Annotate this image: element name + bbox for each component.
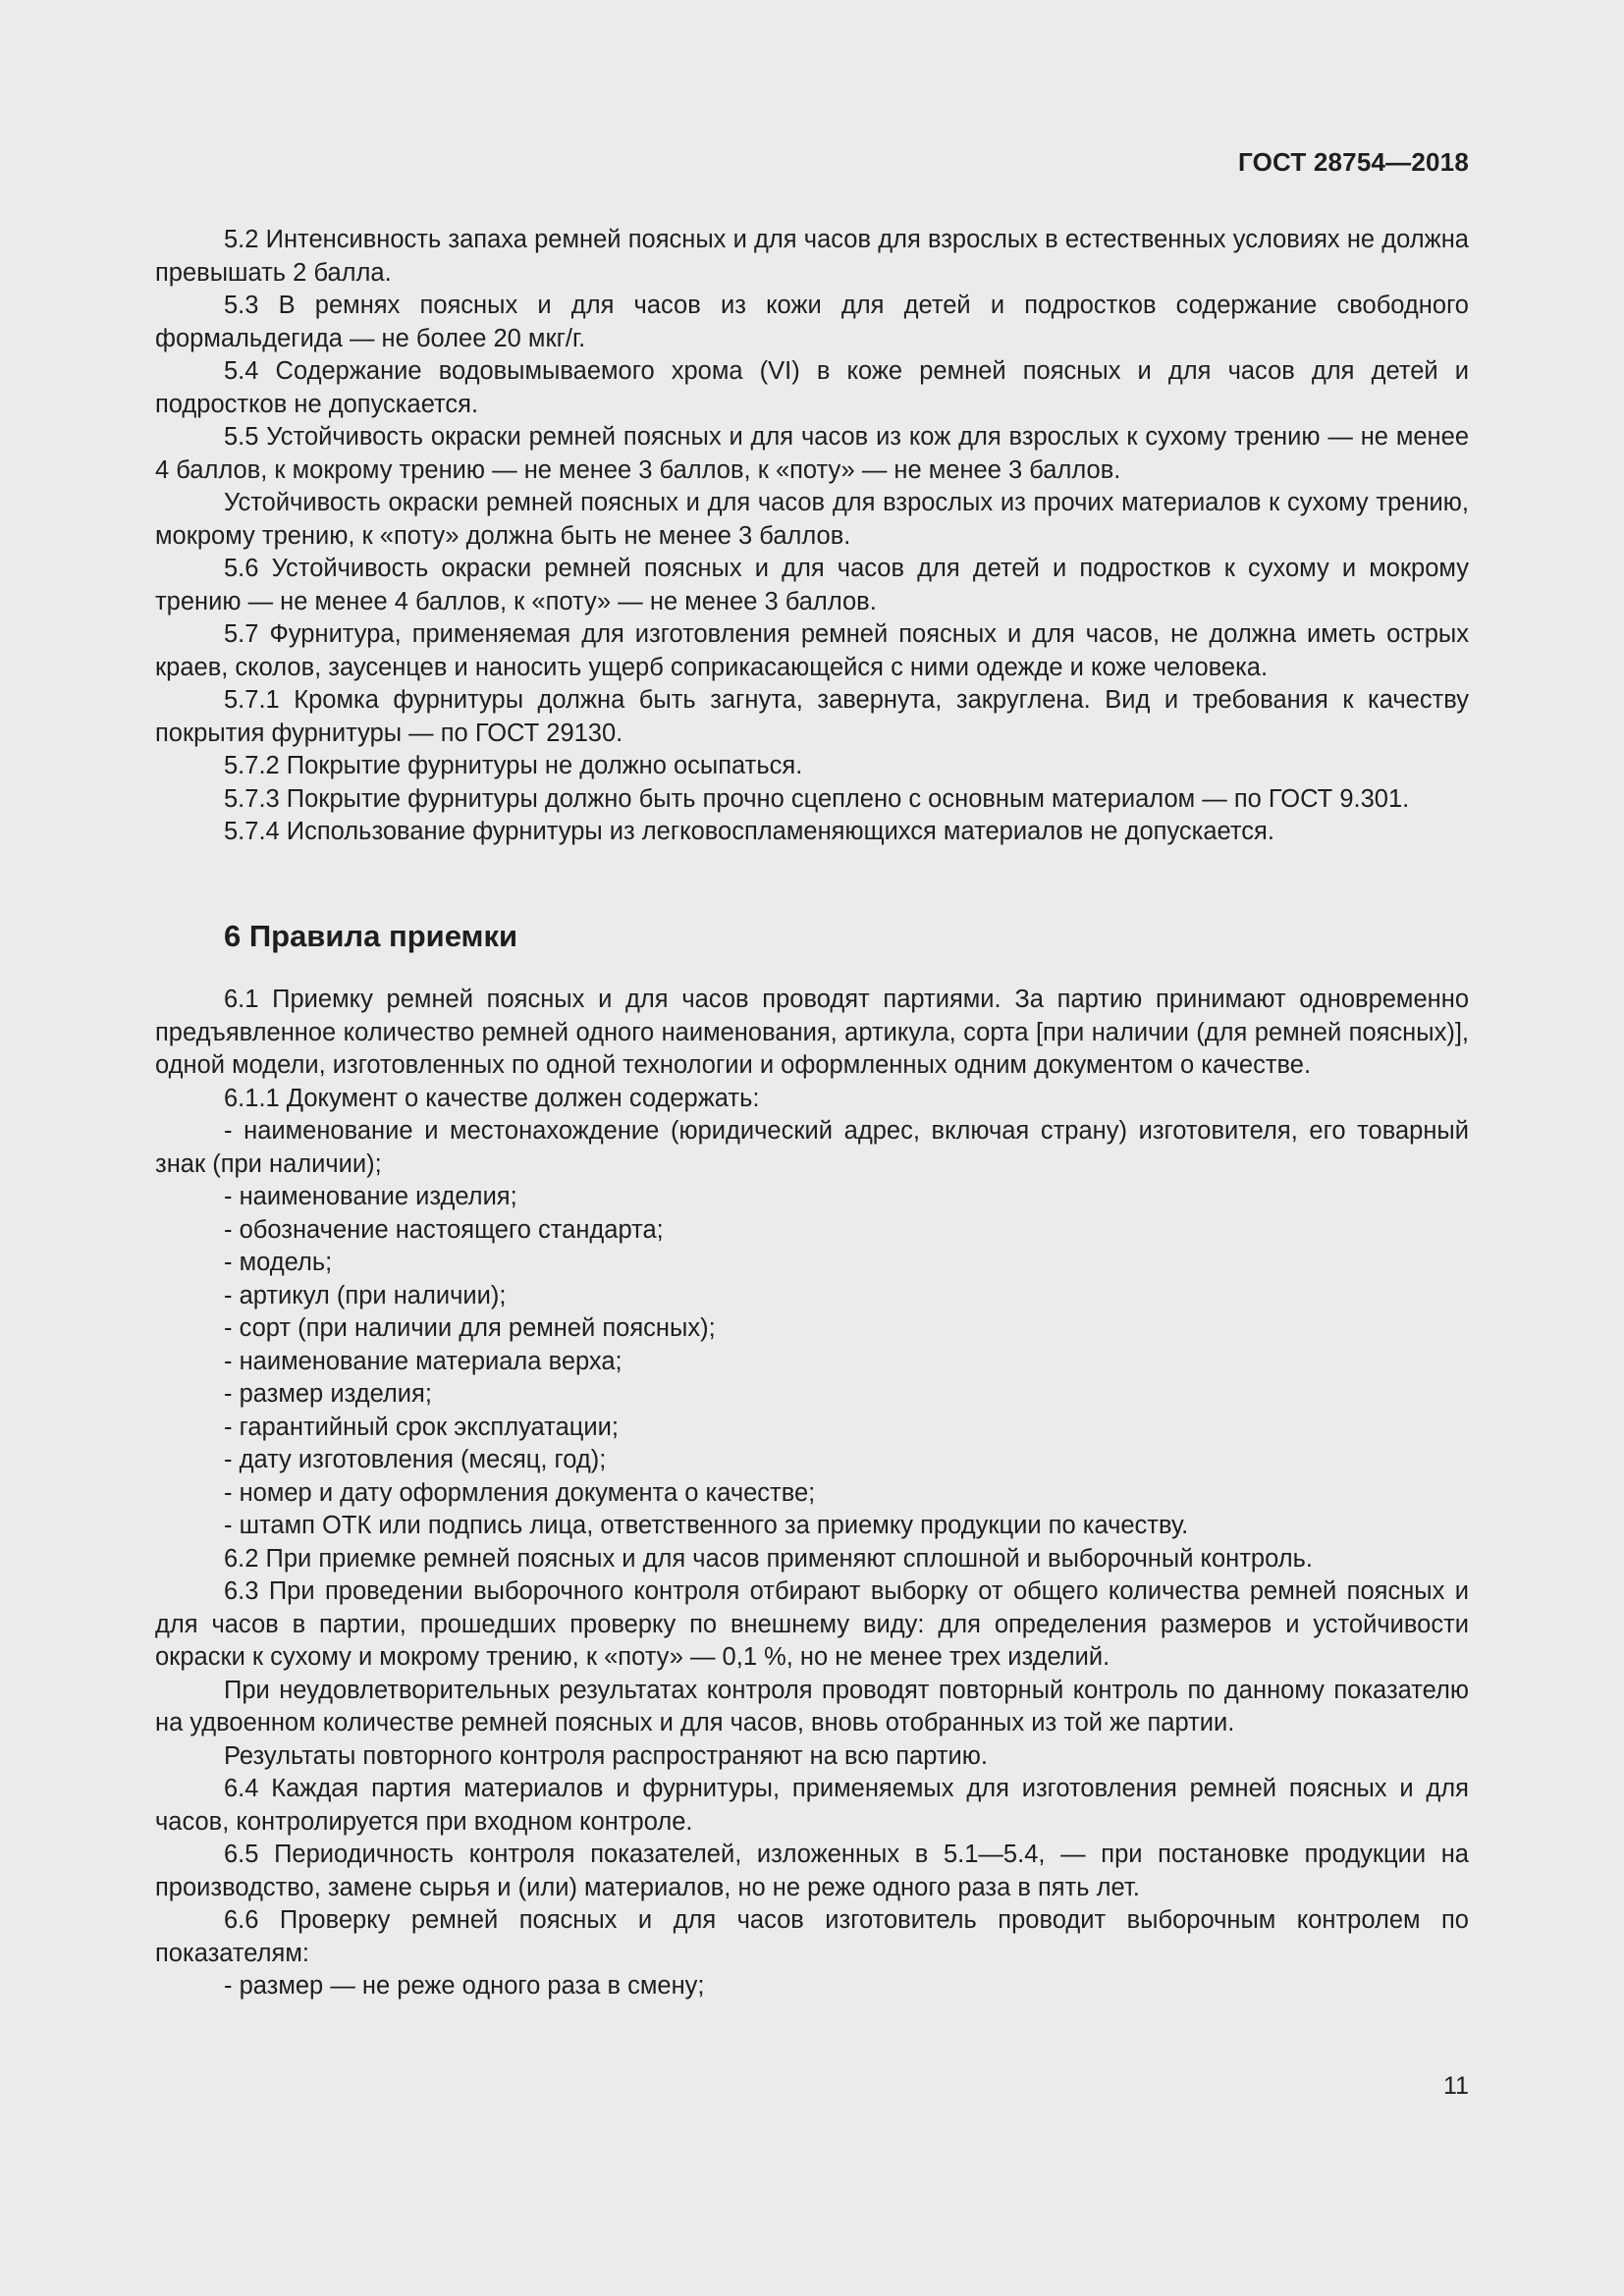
list-item: - артикул (при наличии); <box>224 1281 507 1309</box>
list-item: - штамп ОТК или подпись лица, ответственного за приемку продукции по качеству. <box>224 1512 1189 1539</box>
list-item: - гарантийный срок эксплуатации; <box>224 1413 619 1441</box>
page-number: 11 <box>1443 2072 1469 2100</box>
clause-5-7-3: 5.7.3 Покрытие фурнитуры должно быть прочно сцеплено с основным материалом — по ГОСТ 9.301. <box>224 784 1410 813</box>
list-item: - сорт (при наличии для ремней поясных); <box>224 1314 716 1342</box>
clause-5-7-4: 5.7.4 Использование фурнитуры из легковоспламеняющихся материалов не допускается. <box>224 818 1274 845</box>
clause-5-3: 5.3 В ремнях поясных и для часов из кожи для детей и подростков содержание свободного формальдегида — не более 20 мкг/г. <box>155 292 1469 352</box>
list-item: - номер и дату оформления документа о качестве; <box>224 1478 816 1507</box>
clause-6-2: 6.2 При приемке ремней поясных и для часов применяют сплошной и выборочный контроль. <box>224 1544 1313 1573</box>
clause-6-1-1: 6.1.1 Документ о качестве должен содержать: <box>224 1084 760 1112</box>
clause-6-5: 6.5 Периодичность контроля показателей, изложенных в 5.1—5.4, — при постановке продукции на производство, замене сырья и (или) материалов, но не реже одного раза в пять лет. <box>155 1841 1469 1901</box>
list-item: - наименование материала верха; <box>224 1347 623 1375</box>
clause-5-4: 5.4 Содержание водовымываемого хрома (VI) в коже ремней поясных и для часов для детей и подростков не допускается. <box>155 357 1469 418</box>
clause-5-7-2: 5.7.2 Покрытие фурнитуры не должно осыпаться. <box>224 752 803 779</box>
section-5-text <box>155 224 1469 849</box>
list-item: - модель; <box>224 1249 333 1276</box>
clause-5-2: 5.2 Интенсивность запаха ремней поясных и для часов для взрослых в естественных условиях не должна превышать 2 балла. <box>155 226 1469 287</box>
clause-5-7-1: 5.7.1 Кромка фурнитуры должна быть загнута, завернута, закруглена. Вид и требования к качеству покрытия фурнитуры — по ГОСТ 29130. <box>155 686 1469 747</box>
clause-5-5: 5.5 Устойчивость окраски ремней поясных и для часов из кож для взрослых к сухому трению — не менее 4 баллов, к мокрому трению — не менее 3 баллов, к «поту» — не менее 3 баллов. <box>155 423 1469 484</box>
clause-6-1: 6.1 Приемку ремней поясных и для часов проводят партиями. За партию принимают одновременно предъявленное количество ремней одного наименования, артикула, сорта [при наличии (для ремней поясных)], одной модели, изготовленных по одной технологии и оформленных одним документом о качестве. <box>155 986 1469 1079</box>
list-item: - обозначение настоящего стандарта; <box>224 1215 664 1244</box>
list-item: - наименование изделия; <box>224 1183 517 1210</box>
section-6-text <box>155 984 1469 2003</box>
list-item: - дату изготовления (месяц, год); <box>224 1446 607 1473</box>
clause-6-6: 6.6 Проверку ремней поясных и для часов изготовитель проводит выборочным контролем по показателям: <box>155 1906 1469 1967</box>
list-item: - наименование и местонахождение (юридический адрес, включая страну) изготовителя, его товарный знак (при наличии); <box>155 1117 1469 1178</box>
clause-6-3-repeat-control: При неудовлетворительных результатах контроля проводят повторный контроль по данному показателю на удвоенном количестве ремней поясных и для часов, вновь отобранных из той же партии. <box>155 1676 1469 1736</box>
document-id-header: ГОСТ 28754—2018 <box>1238 147 1469 177</box>
clause-5-5-continued: Устойчивость окраски ремней поясных и для часов для взрослых из прочих материалов к сухому трению, мокрому трению, к «поту» должна быть не менее 3 баллов. <box>155 489 1469 550</box>
section-6-heading: 6 Правила приемки <box>224 919 518 953</box>
clause-6-3-results: Результаты повторного контроля распространяют на всю партию. <box>224 1741 988 1770</box>
list-item: - размер изделия; <box>224 1380 432 1408</box>
clause-5-7: 5.7 Фурнитура, применяемая для изготовления ремней поясных и для часов, не должна иметь острых краев, сколов, заусенцев и наносить ущерб соприкасающейся с ними одежде и коже человека. <box>155 620 1469 681</box>
list-item: - размер — не реже одного раза в смену; <box>224 1972 705 2000</box>
clause-6-4: 6.4 Каждая партия материалов и фурнитуры, применяемых для изготовления ремней поясных и для часов, контролируется при входном контроле. <box>155 1775 1469 1836</box>
clause-5-6: 5.6 Устойчивость окраски ремней поясных и для часов для детей и подростков к сухому и мокрому трению — не менее 4 баллов, к «поту» — не менее 3 баллов. <box>155 555 1469 615</box>
clause-6-3: 6.3 При проведении выборочного контроля отбирают выборку от общего количества ремней поясных и для часов в партии, прошедших проверку по внешнему виду: для определения размеров и устойчивости окраски к сухому и мокрому трению, к «поту» — 0,1 %, но не менее трех изделий. <box>155 1577 1469 1671</box>
